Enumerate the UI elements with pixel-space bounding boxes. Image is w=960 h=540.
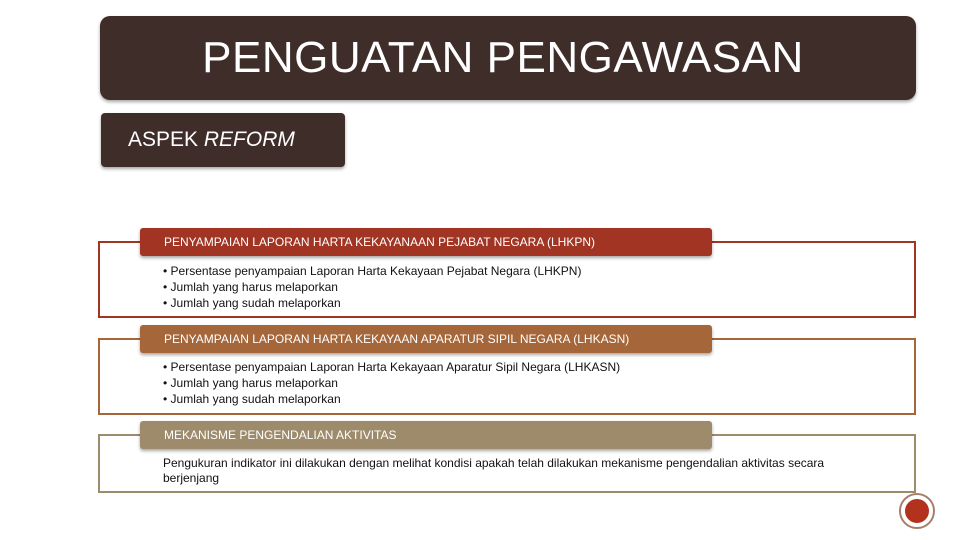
section-header-lhkpn bbox=[140, 228, 712, 256]
page-title: PENGUATAN PENGAWASAN bbox=[202, 33, 804, 82]
list-item: • Persentase penyampaian Laporan Harta Kekayaan Aparatur Sipil Negara (LHKASN) bbox=[163, 359, 620, 375]
slide-badge-dot bbox=[905, 499, 929, 523]
section-header-label: MEKANISME PENGENDALIAN AKTIVITAS bbox=[164, 428, 397, 442]
section-body-mekanisme bbox=[163, 456, 853, 486]
section-header-lhkasn bbox=[140, 325, 712, 353]
title-banner bbox=[100, 16, 916, 100]
aspek-label-box bbox=[101, 113, 345, 167]
section-body-lhkpn bbox=[163, 263, 581, 311]
bullet-list bbox=[163, 359, 620, 407]
list-item: • Jumlah yang sudah melaporkan bbox=[163, 295, 581, 311]
section-header-label: PENYAMPAIAN LAPORAN HARTA KEKAYAAN APARATUR SIPIL NEGARA (LHKASN) bbox=[164, 332, 630, 346]
section-header-mekanisme bbox=[140, 421, 712, 449]
list-item: • Jumlah yang harus melaporkan bbox=[163, 375, 620, 391]
section-body-lhkasn bbox=[163, 359, 620, 407]
list-item: • Jumlah yang sudah melaporkan bbox=[163, 391, 620, 407]
aspek-italic: REFORM bbox=[203, 128, 295, 151]
bullet-list bbox=[163, 263, 581, 311]
list-item: • Persentase penyampaian Laporan Harta Kekayaan Pejabat Negara (LHKPN) bbox=[163, 263, 581, 279]
list-item: • Jumlah yang harus melaporkan bbox=[163, 279, 581, 295]
aspek-label bbox=[128, 128, 295, 152]
aspek-prefix: ASPEK bbox=[128, 128, 204, 151]
section-header-label: PENYAMPAIAN LAPORAN HARTA KEKAYANAAN PEJABAT NEGARA (LHKPN) bbox=[164, 235, 596, 249]
slide-badge-icon bbox=[899, 493, 935, 529]
section-paragraph: Pengukuran indikator ini dilakukan dengan melihat kondisi apakah telah dilakukan mekanisme pengendalian aktivitas secara berjenjang bbox=[163, 456, 825, 485]
